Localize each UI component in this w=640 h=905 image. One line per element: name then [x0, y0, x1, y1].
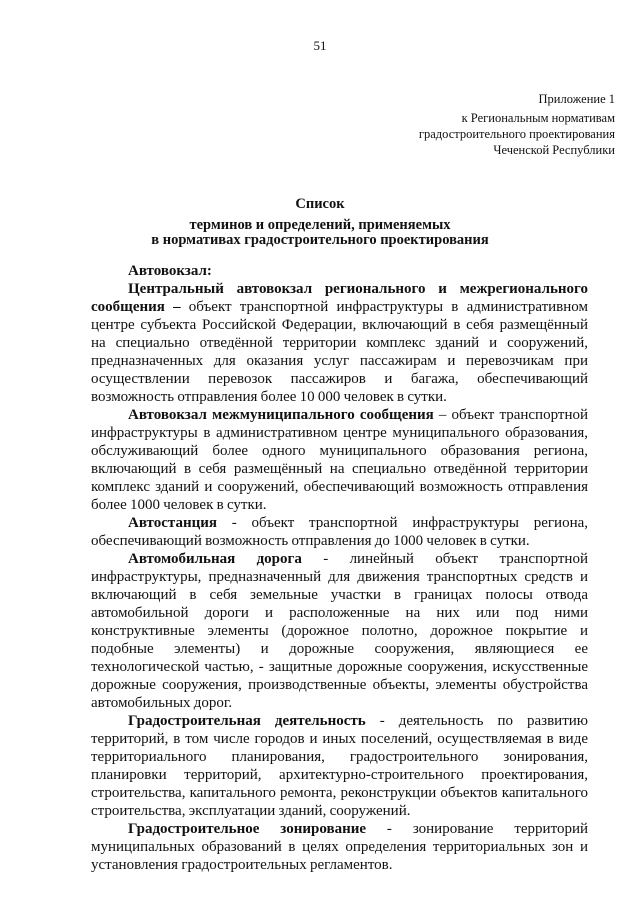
definition-text: объект транспортной инфраструктуры региона, обеспечивающий возможность отправления до 1000 человек в сутки.	[91, 515, 588, 549]
definition-paragraph	[91, 820, 588, 874]
document-title-line: терминов и определений, применяемых	[189, 217, 451, 233]
definition-text: деятельность по развитию территорий, в том числе городов и иных поселений, осуществляемая в виде территориального планирования, градостроительного зонирования, планировки территорий, архитектурно-строительного проектирования, строительства, капитального ремонта, реконструкции объектов капитального строительства, эксплуатации зданий, сооружений.	[91, 713, 588, 819]
appendix-block	[419, 91, 615, 158]
page-number: 51	[313, 38, 327, 53]
definition-term: Автовокзал межмуниципального сообщения	[128, 407, 434, 423]
document-body	[91, 262, 588, 874]
definition-term: Центральный автовокзал регионального и межрегионального сообщения	[91, 281, 588, 315]
document-title-line: Список	[295, 196, 345, 212]
appendix-line: к Региональным нормативам	[461, 111, 615, 125]
document-title	[0, 197, 640, 248]
definition-paragraph	[91, 550, 588, 712]
definition-separator: –	[433, 407, 452, 423]
definition-text: объект транспортной инфраструктуры в административном центре субъекта Российской Федерации, включающий в себя размещённый на специально отведённой территории комплекс зданий и сооружений, предназначенных для оказания услуг пассажирам и перевозчикам при осуществлении перевозок пассажиров и багажа, обеспечивающий возможность отправления более 10 000 человек в сутки.	[91, 299, 588, 405]
section-heading: Автовокзал:	[128, 263, 212, 279]
definition-separator: -	[216, 515, 252, 531]
appendix-line: градостроительного проектирования	[418, 127, 615, 141]
definition-paragraph	[91, 406, 588, 514]
definition-paragraph	[91, 280, 588, 406]
definition-text: зонирование территорий муниципальных образований в целях определения территориальных зон и установления градостроительных регламентов.	[91, 821, 588, 873]
definition-separator: -	[365, 713, 399, 729]
definition-text: объект транспортной инфраструктуры в административном центре муниципального образования, обслуживающий более одного муниципального образования региона, включающий в себя размещённый на специально отведённой территории комплекс зданий и сооружений, обеспечивающий возможность отправления более 1000 человек в сутки.	[91, 407, 589, 513]
definition-term: Автомобильная дорога	[128, 551, 302, 567]
definition-term: Градостроительное зонирование	[128, 821, 367, 837]
document-title-line: в нормативах градостроительного проектирования	[151, 232, 489, 248]
definition-separator: -	[301, 551, 350, 567]
definition-separator: -	[366, 821, 413, 837]
definition-paragraph	[91, 514, 588, 550]
definition-separator: –	[164, 299, 189, 315]
definition-term: Автостанция	[128, 515, 217, 531]
appendix-title: Приложение 1	[538, 92, 615, 106]
definition-paragraph	[91, 712, 588, 820]
definition-term: Градостроительная деятельность	[128, 713, 366, 729]
appendix-line: Чеченской Республики	[493, 143, 615, 157]
definition-text: линейный объект транспортной инфраструктуры, предназначенный для движения транспортных средств и включающий в себя земельные участки в границах полосы отвода автомобильной дороги и расположенные на них или под ними конструктивные элементы (дорожное полотно, дорожное покрытие и подобные элементы) и дорожные сооружения, являющиеся ее технологической частью, - защитные дорожные сооружения, искусственные дорожные сооружения, производственные объекты, элементы обустройства автомобильных дорог.	[91, 551, 588, 711]
